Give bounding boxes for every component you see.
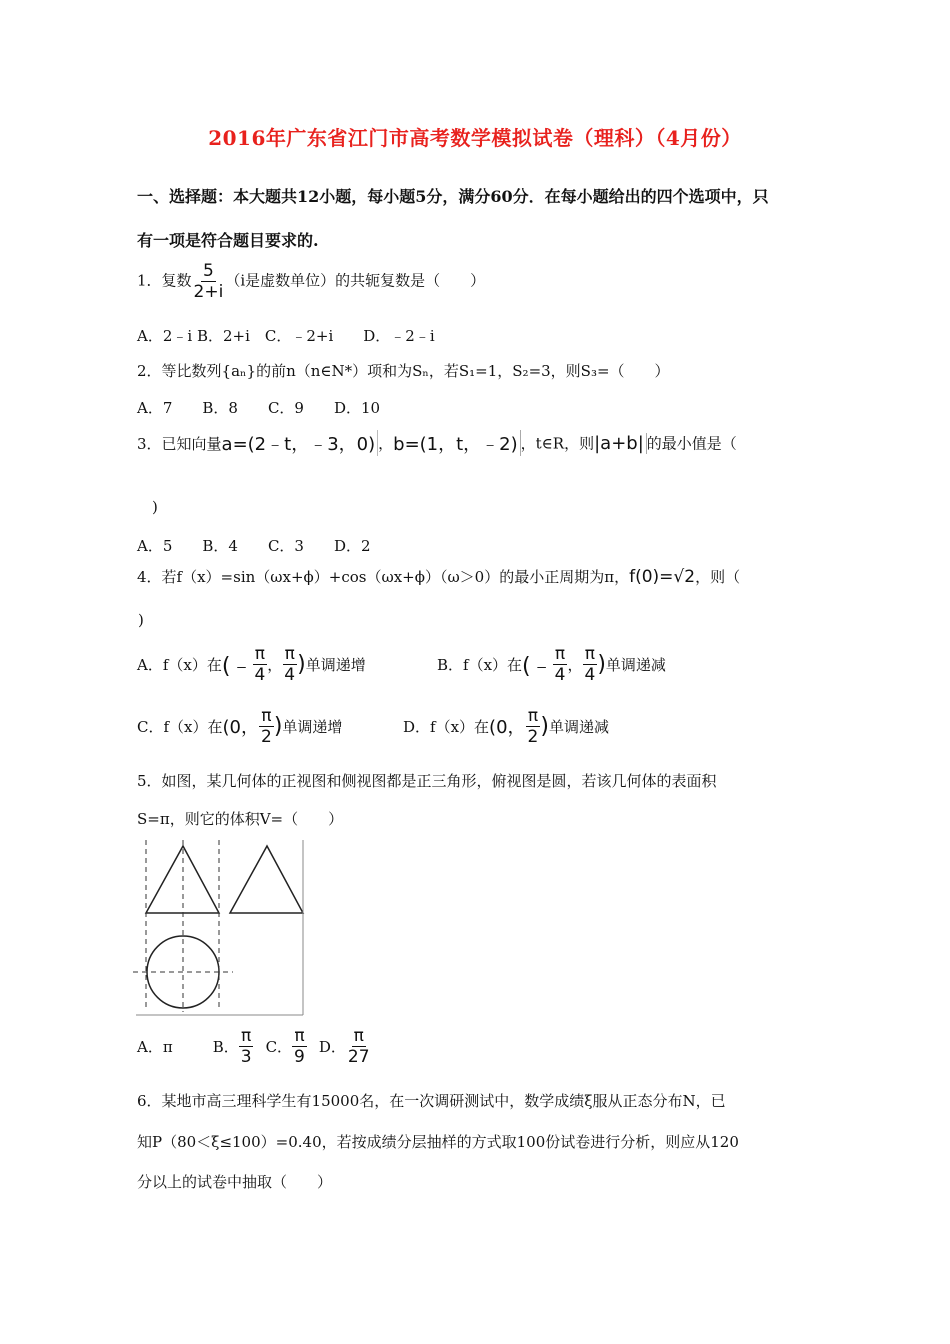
q4-f0: f(0)=√2 xyxy=(629,567,696,587)
question-6-line1: 6．某地市高三理科学生有15000名，在一次调研测试中，数学成绩ξ服从正态分布N，已 xyxy=(137,1092,726,1110)
four: 4 xyxy=(254,664,266,685)
pi: π xyxy=(241,1025,252,1046)
q4-optC-post: 单调递增 xyxy=(282,717,343,736)
q3-close-paren: ) xyxy=(152,498,158,516)
q5-optA: A．π xyxy=(137,1037,173,1056)
question-5-line1: 5．如图，某几何体的正视图和侧视图都是正三角形，俯视图是圆，若该几何体的表面积 xyxy=(137,772,717,790)
q4-optA-pre: A．f（x）在 xyxy=(137,655,222,674)
rparen: ) xyxy=(597,651,606,677)
question-2: 2．等比数列{aₙ}的前n（n∈N*）项和为Sₙ，若S₁=1，S₂=3，则S₃=（ ） xyxy=(137,362,670,380)
q4-optD-post: 单调递减 xyxy=(548,717,609,736)
q3-prefix: 3．已知向量 xyxy=(137,434,222,453)
q4-option-c xyxy=(137,704,342,748)
q1-frac-den: 2+i xyxy=(193,282,224,302)
den: 3 xyxy=(240,1046,252,1067)
pi: π xyxy=(554,643,566,664)
q5-optD-frac xyxy=(346,1026,372,1067)
q3-mid: ，t∈R，则 xyxy=(520,434,595,453)
q4-text: 4．若f（x）=sin（ωx+ϕ）+cos（ωx+ϕ）（ω＞0）的最小正周期为π， xyxy=(137,568,630,586)
q4-optD-pre: D．f（x）在 xyxy=(403,717,490,736)
section-heading-line2: 有一项是符合题目要求的. xyxy=(137,231,319,250)
q1-suffix: （i是虚数单位）的共轭复数是（ ） xyxy=(225,271,486,290)
q2-options: A．7 B．8 C．9 D．10 xyxy=(137,399,381,417)
q4-optA-lparen: (﹣ xyxy=(221,653,253,679)
rparen: ) xyxy=(297,651,306,677)
q4-end: ，则（ xyxy=(695,568,741,586)
two: 2 xyxy=(260,726,272,747)
four: 4 xyxy=(284,664,296,685)
pi: π xyxy=(527,705,539,726)
q5-optD: D． xyxy=(318,1037,346,1056)
zero: (0， xyxy=(222,717,259,738)
comma: ， xyxy=(267,655,283,674)
two: 2 xyxy=(527,726,539,747)
page-title: 2016年广东省江门市高考数学模拟试卷（理科）（4月份） xyxy=(208,126,742,150)
side-view-triangle xyxy=(230,846,303,913)
q4-option-a xyxy=(137,642,366,686)
comma: ， xyxy=(567,655,583,674)
pi: π xyxy=(584,643,596,664)
q4-option-d xyxy=(403,704,609,748)
four: 4 xyxy=(554,664,566,685)
q4-optA-frac2 xyxy=(282,644,297,685)
frac xyxy=(526,706,541,747)
q3-vector-a: a=(2﹣t，﹣3，0) xyxy=(222,430,379,456)
frac xyxy=(553,644,568,685)
q4-optA-frac1 xyxy=(252,644,267,685)
zero: (0， xyxy=(489,717,526,738)
q1-prefix: 1．复数 xyxy=(137,271,192,290)
q1-fraction xyxy=(192,261,226,302)
pi: π xyxy=(294,1025,305,1046)
q4-optA-post: 单调递增 xyxy=(305,655,366,674)
question-6-line2: 知P（80＜ξ≤100）=0.40，若按成绩分层抽样的方式取100份试卷进行分析，则应从120 xyxy=(137,1133,739,1151)
rparen: ) xyxy=(273,713,283,739)
q4-optB-post: 单调递减 xyxy=(605,655,666,674)
q5-options xyxy=(137,1024,372,1068)
lparen: (﹣ xyxy=(522,653,553,679)
q3-comma: ， xyxy=(378,434,394,453)
section-heading-line1: 一、选择题：本大题共12小题，每小题5分，满分60分．在每小题给出的四个选项中，只 xyxy=(137,187,769,206)
q3-options: A．5 B．4 C．3 D．2 xyxy=(137,537,371,555)
q5-optC-frac xyxy=(292,1026,307,1067)
q5-optC: C． xyxy=(265,1037,293,1056)
question-6-line3: 分以上的试卷中抽取（ ） xyxy=(137,1173,333,1191)
q5-optB: B． xyxy=(212,1037,239,1056)
q5-optB-frac xyxy=(239,1026,254,1067)
three-view-figure xyxy=(133,840,313,1020)
question-4 xyxy=(137,566,740,587)
guide-lines xyxy=(133,840,233,1012)
den: 9 xyxy=(294,1046,305,1067)
question-5-line2: S=π，则它的体积V=（ ） xyxy=(137,810,344,828)
frac xyxy=(582,644,597,685)
frac xyxy=(259,706,274,747)
q4-close-paren: ) xyxy=(138,611,144,629)
question-3 xyxy=(137,430,737,456)
pi: π xyxy=(254,643,265,664)
q3-suffix: 的最小值是（ xyxy=(646,434,737,453)
question-1 xyxy=(137,261,485,302)
four: 4 xyxy=(584,664,596,685)
den: 27 xyxy=(347,1046,370,1067)
pi: π xyxy=(261,705,272,726)
q1-options: A．2﹣i B．2+i C．﹣2+i D．﹣2﹣i xyxy=(137,327,435,345)
pi: π xyxy=(353,1025,364,1046)
pi: π xyxy=(284,643,295,664)
q4-optC-pre: C．f（x）在 xyxy=(137,717,223,736)
q4-optB-pre: B．f（x）在 xyxy=(437,655,523,674)
q3-abs-expression: |a+b| xyxy=(594,433,647,454)
q4-option-b xyxy=(437,642,666,686)
q3-vector-b: b=(1，t，﹣2) xyxy=(393,430,521,456)
rparen: ) xyxy=(540,713,549,739)
q1-frac-num: 5 xyxy=(203,261,214,281)
